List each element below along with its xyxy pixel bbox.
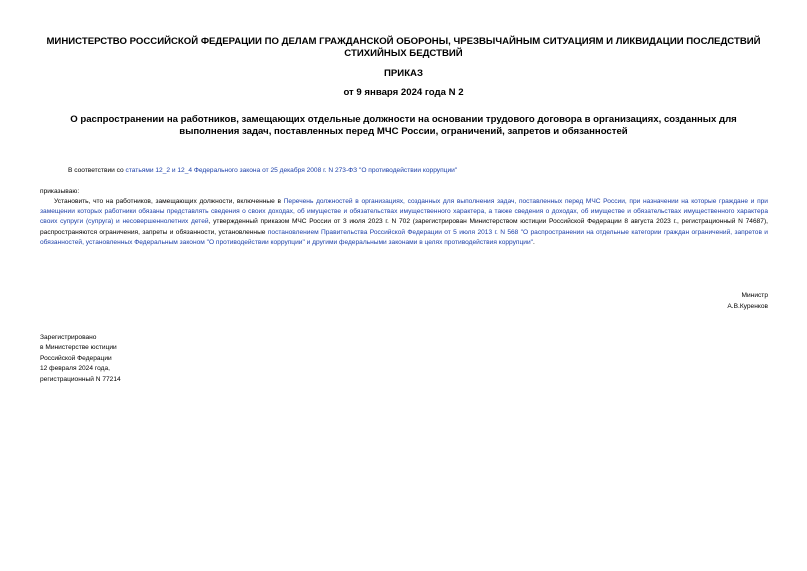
registration-line-3: Российской Федерации — [40, 354, 112, 362]
registration-line-1: Зарегистрировано — [40, 334, 97, 341]
signature-position: Министр — [741, 292, 768, 299]
registration-line-2: в Министерстве юстиции — [40, 344, 117, 352]
document-type: ПРИКАЗ — [384, 68, 423, 79]
preamble-prefix: В соответствии со — [68, 167, 126, 174]
main-paragraph-part2: , утвержденный приказом МЧС России от 3 июля 2023 г. N 702 (зарегистрирован Министерством юстиции Российской Федерации 8 августа 2023 г., регистрационный N 74687), распространяются ограничения, запреты и обязанности, установленные — [40, 218, 768, 236]
registration-line-5: регистрационный N 77214 — [40, 375, 121, 383]
federal-law-link[interactable]: статьями 12_2 и 12_4 Федерального закона от 25 декабря 2008 г. N 273-ФЗ "О противодействии коррупции" — [125, 167, 458, 174]
main-paragraph — [40, 197, 768, 248]
registration-block — [40, 333, 121, 385]
positions-list-link[interactable]: Перечень должностей в организациях, созданных для выполнения задач, поставленных перед МЧС России, при назначении на которые граждане и при замещении которых работники обязаны представлять сведения о своих доходах, об имуществе и обязательствах имущественного характера, а также сведения о доходах, об имуществе и обязательствах имущественного характера своих супруги (супруга) и несовершеннолетних детей — [40, 198, 768, 226]
government-resolution-link[interactable]: постановлением Правительства Российской Федерации от 5 июля 2013 г. N 568 "О распространении на отдельные категории граждан ограничений, запретов и обязанностей, установленных Федеральным законом "О противодействии коррупции" и другими федеральными законами в целях противодействия коррупции" — [40, 228, 768, 246]
preamble — [68, 167, 457, 174]
signature-name: А.В.Куренков — [727, 302, 768, 310]
document-title: О распространении на работников, замещающих отдельные должности на основании трудового договора в организациях, созданных для выполнения задач, поставленных перед МЧС России, ограничений, запретов и обязанностей — [70, 114, 737, 137]
signature-block — [727, 291, 768, 312]
main-paragraph-part3: . — [532, 238, 535, 246]
order-word: приказываю: — [40, 188, 80, 195]
ministry-heading: МИНИСТЕРСТВО РОССИЙСКОЙ ФЕДЕРАЦИИ ПО ДЕЛАМ ГРАЖДАНСКОЙ ОБОРОНЫ, ЧРЕЗВЫЧАЙНЫМ СИТУАЦИЯМ И ЛИКВИДАЦИИ ПОСЛЕДСТВИЙ СТИХИЙНЫХ БЕДСТВИЙ — [46, 36, 761, 59]
main-paragraph-part1: Установить, что на работников, замещающих должности, включенные в — [54, 198, 284, 205]
document-date: от 9 января 2024 года N 2 — [343, 87, 464, 98]
registration-line-4: 12 февраля 2024 года, — [40, 365, 110, 373]
